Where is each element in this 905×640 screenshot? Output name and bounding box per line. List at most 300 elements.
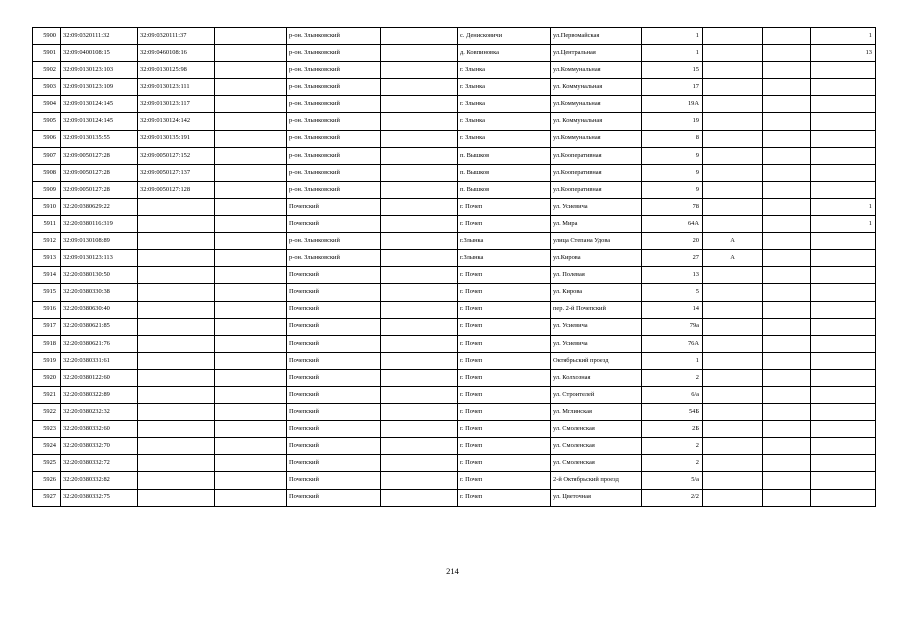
cadastral-number-cell: 32:09:0130123:113 [61,250,138,267]
street-cell: ул. Смоленская [551,421,642,438]
blank-cell-cell [381,79,458,96]
house-number-cell: 8 [642,130,703,147]
extra-value-cell [811,438,876,455]
locality-cell: г. Злынка [458,79,551,96]
row-number-cell: 5903 [33,79,61,96]
letter-cell [703,438,763,455]
extra-value-cell [811,130,876,147]
blank-cell-cell [381,113,458,130]
cadastral-number-cell: 32:20:0380232:32 [61,404,138,421]
house-number-cell: 54Б [642,404,703,421]
house-number-cell: 15 [642,62,703,79]
linked-cadastral-number-cell [138,472,215,489]
extra-value-cell [811,62,876,79]
linked-cadastral-number-cell [138,335,215,352]
extra-value-cell [811,335,876,352]
extra-value-cell [811,147,876,164]
letter-cell [703,335,763,352]
table-row [33,216,876,233]
linked-cadastral-number-cell [138,198,215,215]
cadastral-number-cell: 32:09:0050127:28 [61,164,138,181]
row-number-cell: 5900 [33,28,61,45]
house-number-cell: 9 [642,164,703,181]
blank-cell-cell [763,28,811,45]
extra-value-cell [811,352,876,369]
page-number: 214 [446,566,459,576]
house-number-cell: 78 [642,198,703,215]
extra-value-cell [811,386,876,403]
blank-cell-cell [215,386,287,403]
row-number-cell: 5907 [33,147,61,164]
district-cell: р-он. Злынковский [287,79,381,96]
district-cell: Почепский [287,301,381,318]
blank-cell-cell [215,198,287,215]
row-number-cell: 5908 [33,164,61,181]
blank-cell-cell [215,113,287,130]
blank-cell-cell [763,421,811,438]
table-row [33,404,876,421]
row-number-cell: 5927 [33,489,61,506]
street-cell: ул.Кооперативная [551,147,642,164]
locality-cell: г. Почеп [458,352,551,369]
letter-cell [703,62,763,79]
blank-cell-cell [381,181,458,198]
letter-cell [703,369,763,386]
letter-cell [703,216,763,233]
table-row [33,164,876,181]
letter-cell: А [703,233,763,250]
blank-cell-cell [381,421,458,438]
street-cell: пер. 2-й Почепский [551,301,642,318]
extra-value-cell [811,113,876,130]
house-number-cell: 76А [642,335,703,352]
table-row [33,28,876,45]
table-row [33,472,876,489]
table-row [33,79,876,96]
house-number-cell: 2/2 [642,489,703,506]
district-cell: р-он. Злынковский [287,113,381,130]
row-number-cell: 5926 [33,472,61,489]
house-number-cell: 2 [642,455,703,472]
linked-cadastral-number-cell [138,318,215,335]
table-row [33,233,876,250]
district-cell: Почепский [287,421,381,438]
cadastral-number-cell: 32:09:0130135:55 [61,130,138,147]
cadastral-number-cell: 32:20:0380116:319 [61,216,138,233]
house-number-cell: 14 [642,301,703,318]
letter-cell [703,79,763,96]
district-cell: р-он. Злынковский [287,147,381,164]
district-cell: Почепский [287,198,381,215]
street-cell: ул. Колхозная [551,369,642,386]
blank-cell-cell [381,147,458,164]
cadastral-number-cell: 32:20:0380332:82 [61,472,138,489]
cadastral-number-cell: 32:20:0380331:61 [61,352,138,369]
district-cell: р-он. Злынковский [287,45,381,62]
letter-cell [703,284,763,301]
district-cell: р-он. Злынковский [287,181,381,198]
letter-cell [703,164,763,181]
cadastral-number-cell: 32:09:0050127:28 [61,147,138,164]
extra-value-cell [811,164,876,181]
street-cell: ул. Усиевича [551,198,642,215]
locality-cell: д. Ковпиновка [458,45,551,62]
table-row [33,438,876,455]
row-number-cell: 5902 [33,62,61,79]
linked-cadastral-number-cell [138,216,215,233]
table-row [33,318,876,335]
table-row [33,96,876,113]
extra-value-cell [811,79,876,96]
row-number-cell: 5916 [33,301,61,318]
locality-cell: г. Злынка [458,113,551,130]
letter-cell [703,386,763,403]
house-number-cell: 2 [642,438,703,455]
district-cell: р-он. Злынковский [287,164,381,181]
locality-cell: г. Почеп [458,421,551,438]
blank-cell-cell [763,301,811,318]
blank-cell-cell [215,489,287,506]
blank-cell-cell [763,216,811,233]
cadastral-number-cell: 32:09:0400108:15 [61,45,138,62]
row-number-cell: 5905 [33,113,61,130]
cadastral-number-cell: 32:20:0380332:60 [61,421,138,438]
cadastral-number-cell: 32:20:0380629:22 [61,198,138,215]
blank-cell-cell [381,335,458,352]
street-cell: ул.Коммунальная [551,62,642,79]
cadastral-number-cell: 32:20:0380122:60 [61,369,138,386]
blank-cell-cell [381,489,458,506]
house-number-cell: 9 [642,181,703,198]
table-row [33,45,876,62]
linked-cadastral-number-cell [138,267,215,284]
locality-cell: г. Почеп [458,438,551,455]
blank-cell-cell [215,404,287,421]
street-cell: ул. Цветочная [551,489,642,506]
letter-cell [703,404,763,421]
district-cell: Почепский [287,404,381,421]
extra-value-cell [811,318,876,335]
house-number-cell: 1 [642,28,703,45]
street-cell: ул.Первомайская [551,28,642,45]
linked-cadastral-number-cell: 32:09:0460108:16 [138,45,215,62]
blank-cell-cell [763,113,811,130]
registry-table [32,27,876,507]
table-body [33,28,876,507]
letter-cell [703,28,763,45]
blank-cell-cell [381,250,458,267]
row-number-cell: 5912 [33,233,61,250]
street-cell: улица Степана Удова [551,233,642,250]
row-number-cell: 5920 [33,369,61,386]
district-cell: р-он. Злынковский [287,233,381,250]
blank-cell-cell [763,147,811,164]
table-row [33,130,876,147]
table-row [33,489,876,506]
row-number-cell: 5913 [33,250,61,267]
table-row [33,352,876,369]
row-number-cell: 5914 [33,267,61,284]
street-cell: ул.Центральная [551,45,642,62]
blank-cell-cell [381,301,458,318]
locality-cell: г. Злынка [458,62,551,79]
district-cell: р-он. Злынковский [287,250,381,267]
cadastral-number-cell: 32:20:0380130:50 [61,267,138,284]
blank-cell-cell [215,250,287,267]
row-number-cell: 5921 [33,386,61,403]
cadastral-number-cell: 32:09:0130108:89 [61,233,138,250]
blank-cell-cell [215,318,287,335]
blank-cell-cell [381,45,458,62]
table-row [33,301,876,318]
locality-cell: г. Почеп [458,318,551,335]
house-number-cell: 2Б [642,421,703,438]
blank-cell-cell [763,164,811,181]
letter-cell [703,352,763,369]
blank-cell-cell [763,438,811,455]
row-number-cell: 5909 [33,181,61,198]
street-cell: ул. Коммунальная [551,79,642,96]
extra-value-cell: 13 [811,45,876,62]
letter-cell: А [703,250,763,267]
blank-cell-cell [381,369,458,386]
blank-cell-cell [763,198,811,215]
blank-cell-cell [763,284,811,301]
row-number-cell: 5911 [33,216,61,233]
row-number-cell: 5919 [33,352,61,369]
blank-cell-cell [381,472,458,489]
house-number-cell: 19 [642,113,703,130]
locality-cell: п. Вышков [458,147,551,164]
district-cell: р-он. Злынковский [287,130,381,147]
linked-cadastral-number-cell [138,489,215,506]
extra-value-cell [811,455,876,472]
letter-cell [703,455,763,472]
cadastral-number-cell: 32:20:0380621:85 [61,318,138,335]
table-row [33,386,876,403]
linked-cadastral-number-cell: 32:09:0130123:111 [138,79,215,96]
street-cell: ул. Полевая [551,267,642,284]
linked-cadastral-number-cell: 32:09:0130135:191 [138,130,215,147]
district-cell: Почепский [287,216,381,233]
blank-cell-cell [381,164,458,181]
district-cell: Почепский [287,438,381,455]
blank-cell-cell [215,45,287,62]
blank-cell-cell [763,404,811,421]
letter-cell [703,267,763,284]
blank-cell-cell [381,62,458,79]
street-cell: ул.Кирова [551,250,642,267]
street-cell: ул. Мира [551,216,642,233]
blank-cell-cell [381,198,458,215]
blank-cell-cell [763,352,811,369]
linked-cadastral-number-cell [138,421,215,438]
house-number-cell: 17 [642,79,703,96]
extra-value-cell: 1 [811,198,876,215]
extra-value-cell [811,404,876,421]
blank-cell-cell [763,369,811,386]
locality-cell: г. Почеп [458,198,551,215]
blank-cell-cell [215,147,287,164]
blank-cell-cell [763,96,811,113]
letter-cell [703,318,763,335]
blank-cell-cell [215,472,287,489]
row-number-cell: 5918 [33,335,61,352]
row-number-cell: 5915 [33,284,61,301]
table-row [33,198,876,215]
locality-cell: г. Почеп [458,335,551,352]
blank-cell-cell [381,130,458,147]
street-cell: ул. Мглинская [551,404,642,421]
linked-cadastral-number-cell [138,352,215,369]
blank-cell-cell [215,79,287,96]
blank-cell-cell [381,96,458,113]
row-number-cell: 5922 [33,404,61,421]
blank-cell-cell [381,233,458,250]
letter-cell [703,181,763,198]
linked-cadastral-number-cell: 32:09:0130125:98 [138,62,215,79]
row-number-cell: 5906 [33,130,61,147]
blank-cell-cell [215,28,287,45]
street-cell: ул. Строителей [551,386,642,403]
blank-cell-cell [215,335,287,352]
blank-cell-cell [215,352,287,369]
district-cell: Почепский [287,489,381,506]
district-cell: р-он. Злынковский [287,28,381,45]
cadastral-number-cell: 32:20:0380332:75 [61,489,138,506]
linked-cadastral-number-cell [138,233,215,250]
locality-cell: п. Вышков [458,181,551,198]
house-number-cell: 13 [642,267,703,284]
linked-cadastral-number-cell [138,386,215,403]
extra-value-cell [811,181,876,198]
locality-cell: г. Почеп [458,284,551,301]
house-number-cell: 1 [642,352,703,369]
cadastral-number-cell: 32:20:0380621:76 [61,335,138,352]
street-cell: ул. Коммунальная [551,113,642,130]
district-cell: Почепский [287,455,381,472]
blank-cell-cell [381,28,458,45]
linked-cadastral-number-cell [138,404,215,421]
blank-cell-cell [763,130,811,147]
extra-value-cell: 1 [811,28,876,45]
blank-cell-cell [763,335,811,352]
blank-cell-cell [381,352,458,369]
table-row [33,147,876,164]
district-cell: Почепский [287,369,381,386]
locality-cell: г. Почеп [458,404,551,421]
cadastral-number-cell: 32:20:0380322:89 [61,386,138,403]
extra-value-cell [811,489,876,506]
locality-cell: г. Почеп [458,472,551,489]
blank-cell-cell [215,438,287,455]
blank-cell-cell [763,250,811,267]
street-cell: ул. Усиевича [551,318,642,335]
blank-cell-cell [215,369,287,386]
locality-cell: г. Злынка [458,130,551,147]
street-cell: ул. Кирова [551,284,642,301]
locality-cell: п. Вышков [458,164,551,181]
locality-cell: г.Злынка [458,250,551,267]
letter-cell [703,301,763,318]
street-cell: ул.Коммунальная [551,130,642,147]
locality-cell: с. Денисковичи [458,28,551,45]
blank-cell-cell [215,267,287,284]
street-cell: 2-й Октябрьский проезд [551,472,642,489]
table-row [33,421,876,438]
table-row [33,181,876,198]
house-number-cell: 79а [642,318,703,335]
house-number-cell: 6/а [642,386,703,403]
cadastral-number-cell: 32:20:0380332:72 [61,455,138,472]
house-number-cell: 20 [642,233,703,250]
locality-cell: г. Злынка [458,96,551,113]
blank-cell-cell [215,233,287,250]
extra-value-cell: 1 [811,216,876,233]
linked-cadastral-number-cell [138,369,215,386]
house-number-cell: 19А [642,96,703,113]
street-cell: ул.Кооперативная [551,181,642,198]
blank-cell-cell [763,386,811,403]
district-cell: Почепский [287,335,381,352]
blank-cell-cell [763,267,811,284]
district-cell: Почепский [287,318,381,335]
cadastral-number-cell: 32:09:0130123:103 [61,62,138,79]
locality-cell: г. Почеп [458,386,551,403]
street-cell: Октябрьский проезд [551,352,642,369]
table-row [33,250,876,267]
house-number-cell: 9 [642,147,703,164]
house-number-cell: 2 [642,369,703,386]
blank-cell-cell [763,79,811,96]
blank-cell-cell [763,455,811,472]
blank-cell-cell [763,318,811,335]
blank-cell-cell [381,216,458,233]
blank-cell-cell [381,386,458,403]
row-number-cell: 5917 [33,318,61,335]
row-number-cell: 5925 [33,455,61,472]
row-number-cell: 5904 [33,96,61,113]
linked-cadastral-number-cell: 32:09:0050127:128 [138,181,215,198]
district-cell: Почепский [287,284,381,301]
street-cell: ул.Коммунальная [551,96,642,113]
district-cell: р-он. Злынковский [287,96,381,113]
extra-value-cell [811,267,876,284]
linked-cadastral-number-cell [138,438,215,455]
linked-cadastral-number-cell: 32:09:0130124:142 [138,113,215,130]
street-cell: ул. Смоленская [551,438,642,455]
blank-cell-cell [381,267,458,284]
row-number-cell: 5910 [33,198,61,215]
blank-cell-cell [763,489,811,506]
cadastral-number-cell: 32:20:0380630:40 [61,301,138,318]
locality-cell: г. Почеп [458,301,551,318]
blank-cell-cell [763,45,811,62]
extra-value-cell [811,369,876,386]
linked-cadastral-number-cell: 32:09:0050127:152 [138,147,215,164]
blank-cell-cell [215,181,287,198]
blank-cell-cell [215,421,287,438]
letter-cell [703,147,763,164]
table-row [33,62,876,79]
cadastral-number-cell: 32:20:0380330:38 [61,284,138,301]
letter-cell [703,130,763,147]
blank-cell-cell [215,284,287,301]
house-number-cell: 64А [642,216,703,233]
blank-cell-cell [381,438,458,455]
linked-cadastral-number-cell: 32:09:0320111:37 [138,28,215,45]
table-row [33,284,876,301]
